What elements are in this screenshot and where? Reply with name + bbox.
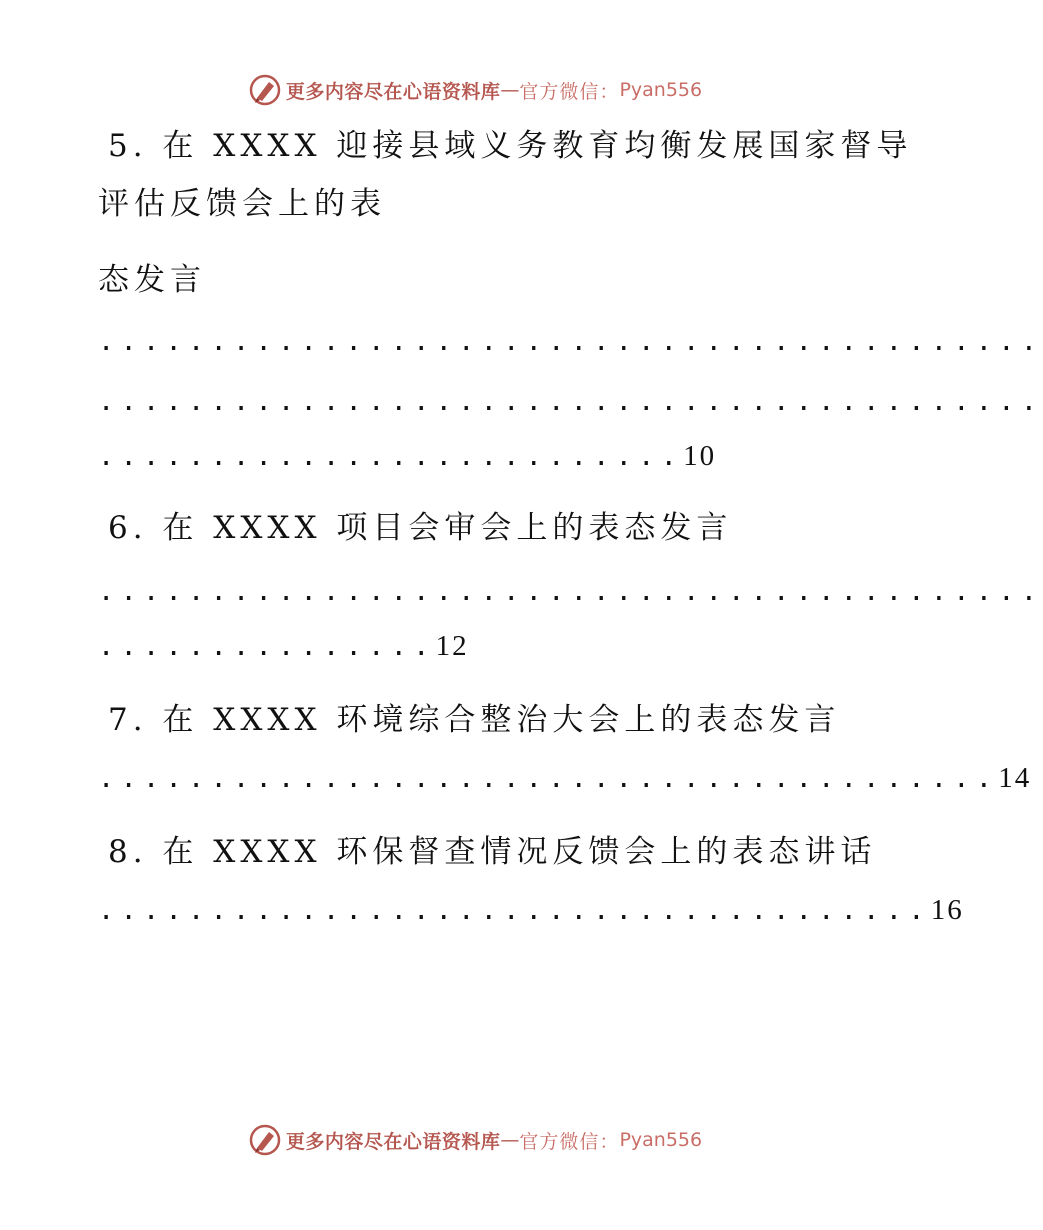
watermark-separator: — <box>500 1129 520 1151</box>
toc-entry-5-leader-1: .......................................... <box>98 326 1043 357</box>
header-watermark <box>0 70 950 110</box>
toc-entry-6-page-number: 12 <box>435 630 469 662</box>
toc-entry-7-page-number: 14 <box>998 762 1032 794</box>
toc-entry-5-leader-2: .......................................... <box>98 386 1043 417</box>
toc-entry-8-line-1: 8. 在 XXXX 环保督查情况反馈会上的表态讲话 <box>108 834 877 870</box>
toc-entry-6-leader-2 <box>98 626 469 667</box>
toc-entry-7-dots: ........................................ <box>98 763 999 794</box>
toc-entry-8-dots: ..................................... <box>98 895 931 926</box>
toc-entry-6-line-1: 6. 在 XXXX 项目会审会上的表态发言 <box>108 510 733 546</box>
watermark-separator: — <box>500 79 520 101</box>
toc-entry-5-page-number: 10 <box>683 440 717 472</box>
toc-entry-5-line-2: 评估反馈会上的表 <box>98 186 386 222</box>
toc-entry-5-dots: .......................... <box>98 441 684 472</box>
watermark-sub-text: 官方微信： <box>519 1130 620 1153</box>
toc-entry-8-page-number: 16 <box>930 894 964 926</box>
toc-entry-5-line-1: 5. 在 XXXX 迎接县域义务教育均衡发展国家督导 <box>108 128 913 164</box>
toc-entry-5-leader-3 <box>98 436 716 477</box>
footer-watermark <box>0 1120 950 1160</box>
toc-entry-6-leader-1: .......................................... <box>98 576 1043 607</box>
pen-logo-icon <box>248 73 282 107</box>
toc-entry-7-line-1: 7. 在 XXXX 环境综合整治大会上的表态发言 <box>108 702 841 738</box>
watermark-main-text: 更多内容尽在心语资料库 <box>285 80 501 103</box>
watermark-sub-text: 官方微信： <box>519 80 620 103</box>
toc-entry-5-line-3: 态发言 <box>98 262 206 298</box>
watermark-main-text: 更多内容尽在心语资料库 <box>285 1130 501 1153</box>
watermark-id-text: Pyan556 <box>619 1129 703 1151</box>
toc-entry-6-dots: ............... <box>98 631 436 662</box>
toc-entry-7-leader-1 <box>98 758 1031 799</box>
watermark-id-text: Pyan556 <box>619 79 703 101</box>
pen-logo-icon <box>248 1123 282 1157</box>
toc-entry-8-leader-1 <box>98 890 964 931</box>
